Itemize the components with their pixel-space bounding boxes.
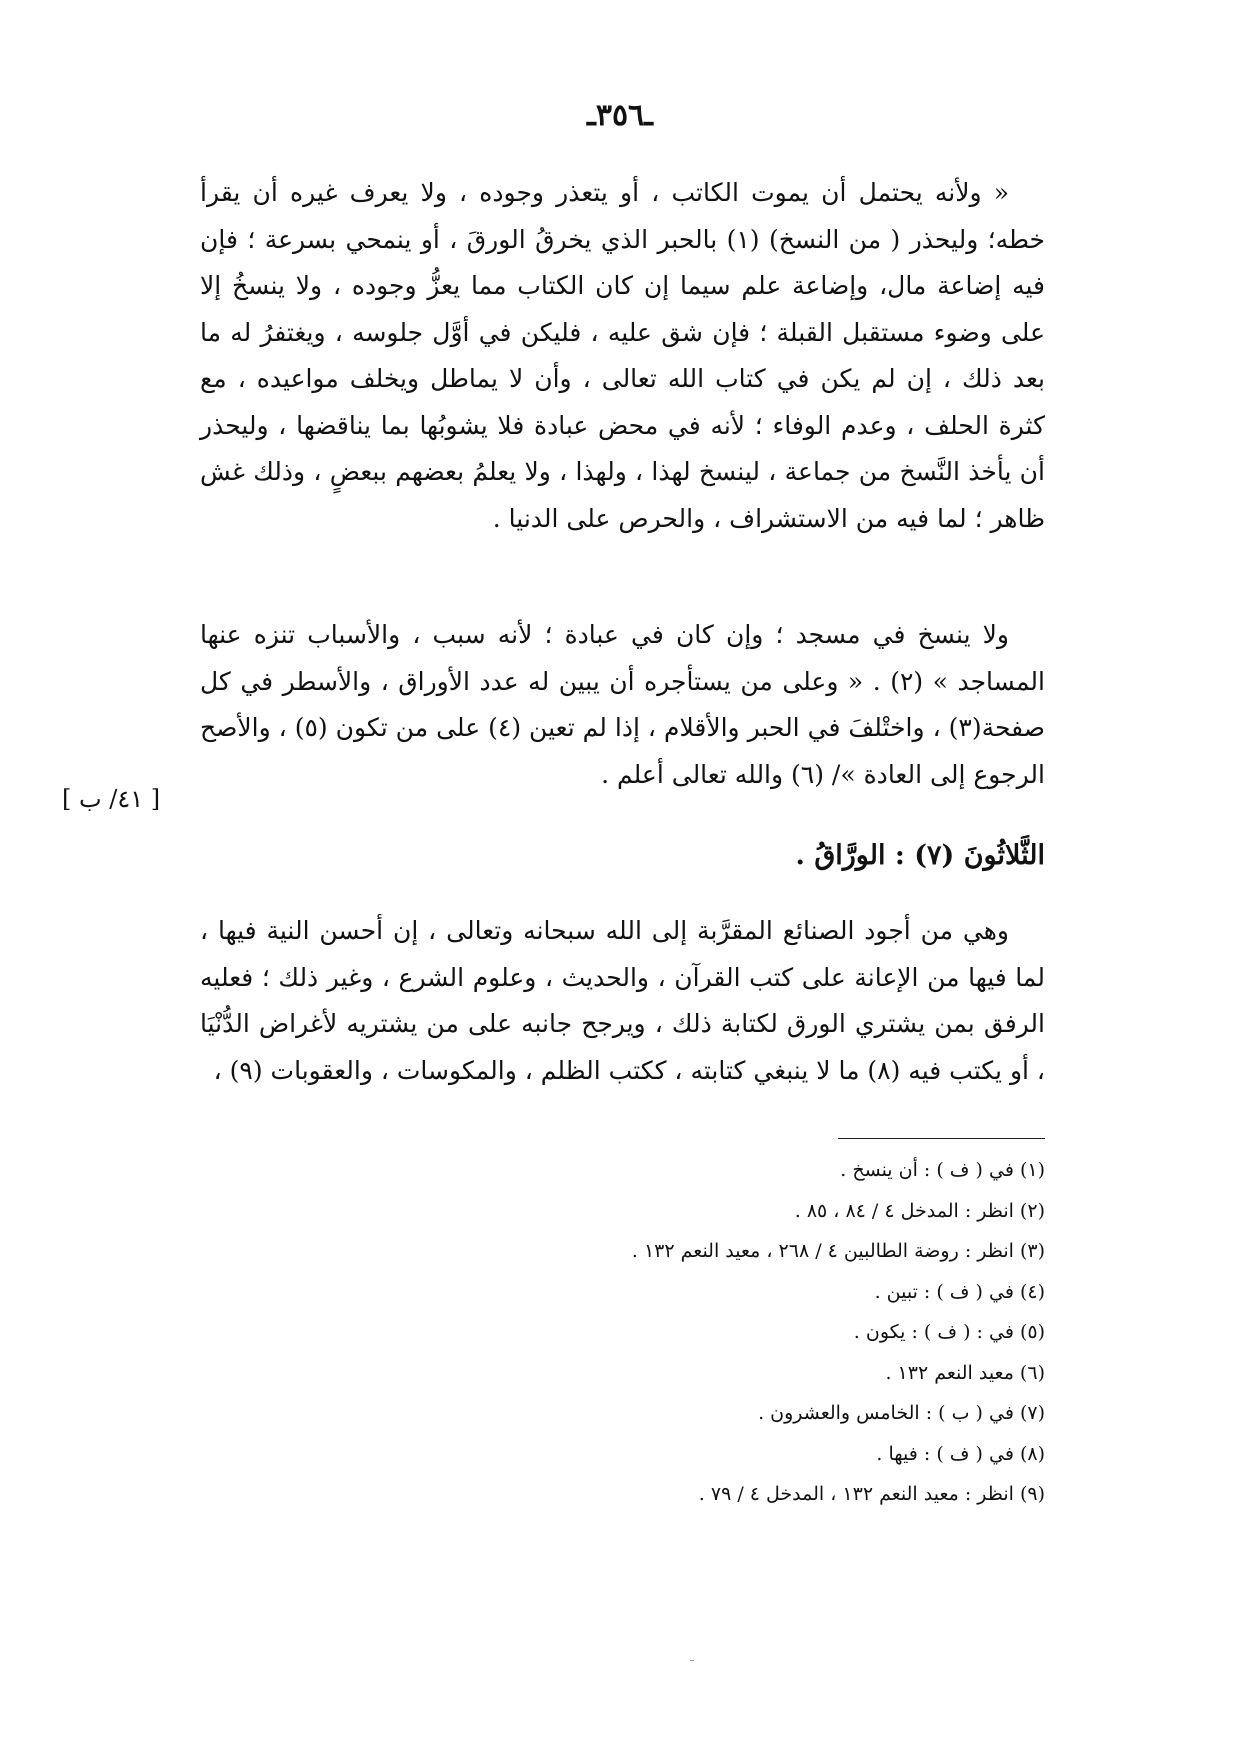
- paragraph-text: « ولأنه يحتمل أن يموت الكاتب ، أو يتعذر وجوده ، ولا يعرف غيره أن يقرأ خطه؛ وليحذر ( من النسخ) (١) بالحبر الذي يخرقُ الورقَ ، أو ينمحي بسرعة ؛ فإن فيه إضاعة مال، وإضاعة علم سيما إن كان الكتاب مما يعزُّ وجوده ، ولا ينسخُ إلا على وضوء مستقبل القبلة ؛ فإن شق عليه ، فليكن في أوَّل جلوسه ، ويغتفرُ له ما بعد ذلك ، إن لم يكن في كتاب الله تعالى ، وأن لا يماطل ويخلف مواعيده ، مع كثرة الحلف ، وعدم الوفاء ؛ لأنه في محض عبادة فلا يشوبُها بما يناقضها ، وليحذر أن يأخذ النَّسخ من جماعة ، لينسخ لهذا ، ولهذا ، ولا يعلمُ بعضهم ببعضٍ ، وذلك غش ظاهر ؛ لما فيه من الاستشراف ، والحرص على الدنيا .: [200, 178, 1045, 533]
- footnote-item: (٣) انظر : روضة الطالبين ٤ / ٢٦٨ ، معيد النعم ١٣٢ .: [631, 1240, 1045, 1262]
- manuscript-folio-marker: [ ٤١/ ب ]: [62, 785, 161, 813]
- paragraph-text: وهي من أجود الصنائع المقرَّبة إلى الله سبحانه وتعالى ، إن أحسن النية فيها ، لما فيها من الإعانة على كتب القرآن ، والحديث ، وعلوم الشرع ، وغير ذلك ؛ فعليه الرفق بمن يشتري الورق لكتابة ذلك ، ويرجح جانبه على من يشتريه لأغراض الدُّنْيَا ، أو يكتب فيه (٨) ما لا ينبغي كتابته ، ككتب الظلم ، والمكوسات ، والعقوبات (٩) ،: [200, 916, 1045, 1085]
- footnote-item: (٩) انظر : معيد النعم ١٣٢ ، المدخل ٤ / ٧٩ .: [698, 1483, 1045, 1505]
- scan-speck: [690, 1660, 694, 1661]
- footnote-item: (٨) في ( ف ) : فيها .: [876, 1442, 1045, 1465]
- footnote-item: (١) في ( ف ) : أن ينسخ .: [840, 1159, 1045, 1181]
- footnote-item: (٦) معيد النعم ١٣٢ .: [885, 1361, 1045, 1384]
- footnote-item: (٧) في ( ب ) : الخامس والعشرون .: [758, 1402, 1045, 1424]
- footnotes-list: [600, 1150, 1045, 1515]
- body-paragraph-3: [200, 908, 1045, 1094]
- footnote-item: (٤) في ( ف ) : تبين .: [874, 1280, 1045, 1303]
- footnote-separator: [838, 1138, 1045, 1139]
- footnote-item: (٢) انظر : المدخل ٤ / ٨٤ ، ٨٥ .: [794, 1199, 1045, 1222]
- section-heading: الثَّلاثُونَ (٧) : الورَّاقُ .: [795, 840, 1045, 871]
- footnote-item: (٥) في : ( ف ) : يكون .: [853, 1321, 1045, 1343]
- body-paragraph-1: [200, 170, 1045, 542]
- body-paragraph-2: [200, 612, 1045, 798]
- page-number: ـ٣٥٦ـ: [587, 98, 653, 133]
- paragraph-text: ولا ينسخ في مسجد ؛ وإن كان في عبادة ؛ لأنه سبب ، والأسباب تنزه عنها المساجد » (٢) . « وعلى من يستأجره أن يبين له عدد الأوراق ، والأسطر في كل صفحة(٣) ، واختْلفَ في الحبر والأقلام ، إذا لم تعين (٤) على من تكون (٥) ، والأصح الرجوع إلى العادة »/ (٦) والله تعالى أعلم .: [200, 620, 1045, 789]
